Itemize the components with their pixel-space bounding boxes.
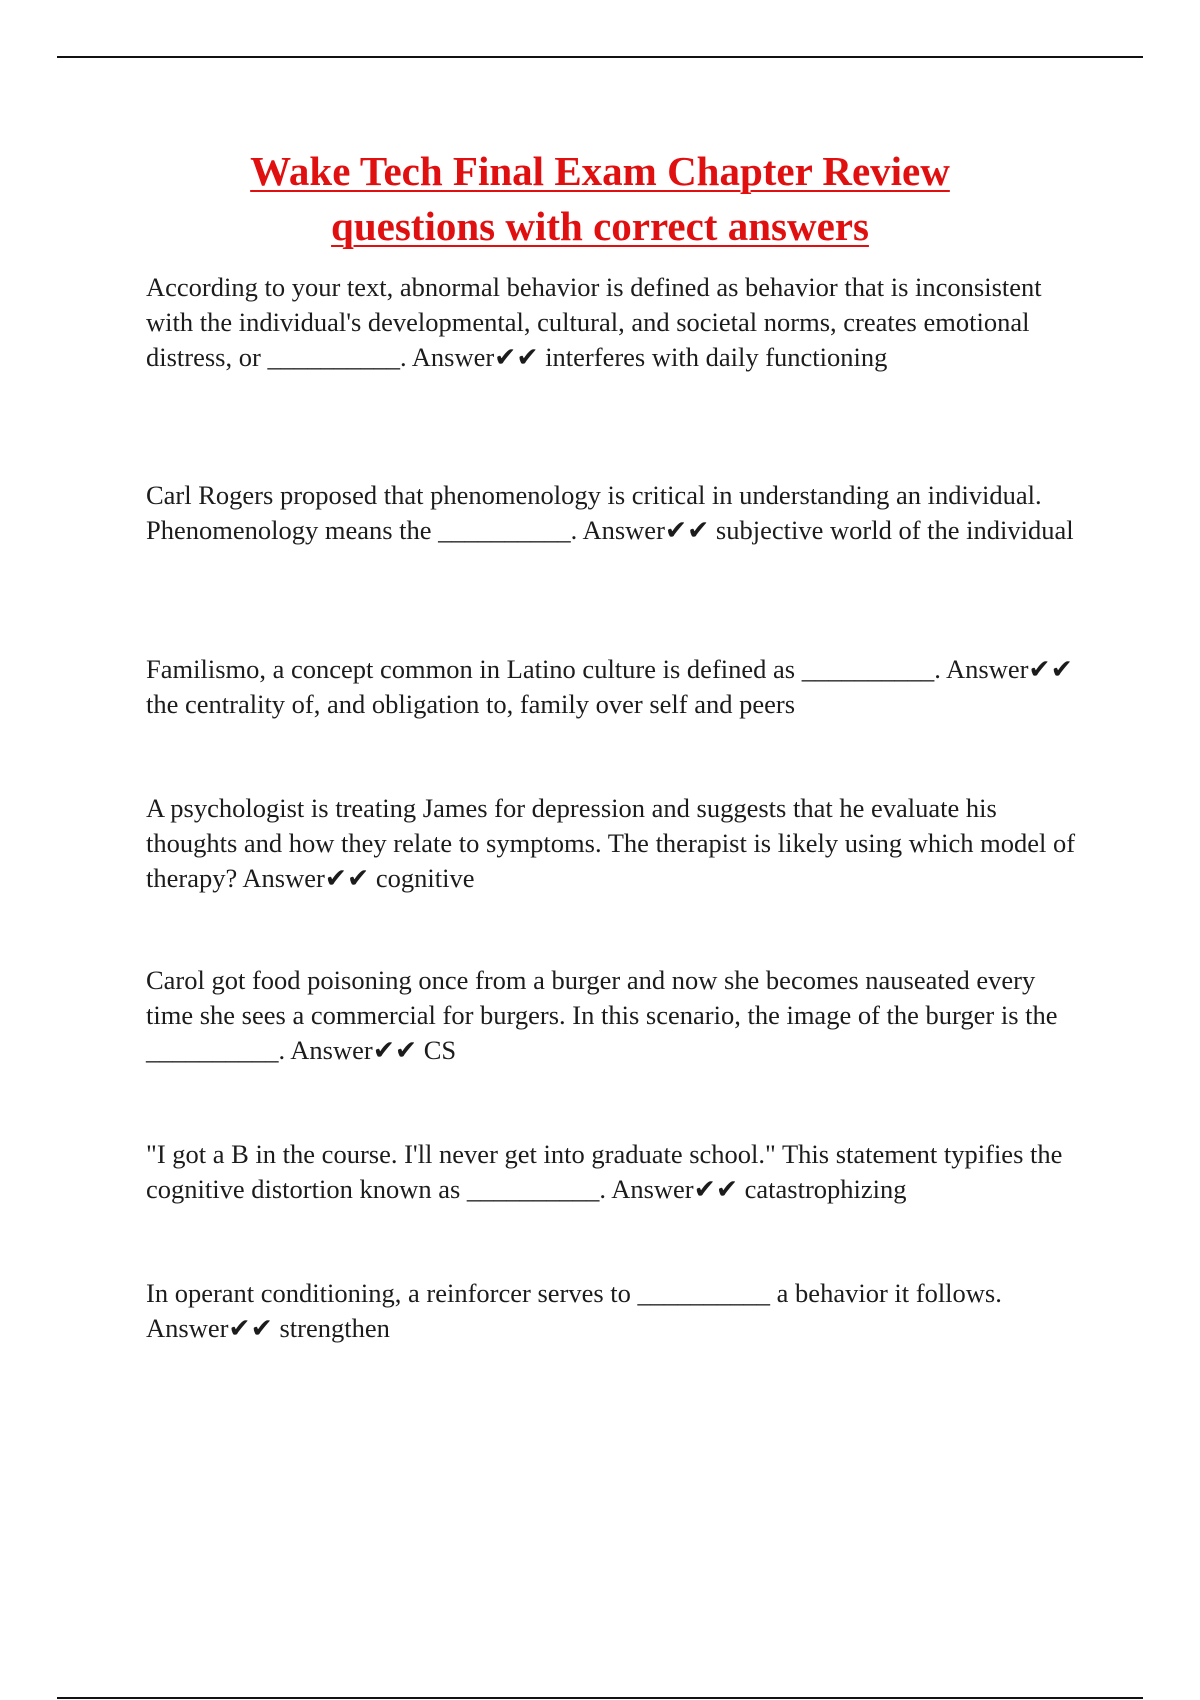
question-answer-3: Familismo, a concept common in Latino culture is defined as __________. Answer✔✔ the centrality of, and obligation to, family over self and peers <box>146 654 1073 719</box>
title-line-2: questions with correct answers <box>331 203 869 249</box>
question-answer-4: A psychologist is treating James for depression and suggests that he evaluate his thoughts and how they relate to symptoms. The therapist is likely using which model of therapy? Answer✔✔ cognitive <box>146 793 1076 893</box>
document-title <box>120 144 1080 254</box>
question-answer-2: Carl Rogers proposed that phenomenology is critical in understanding an individual. Phenomenology means the __________. Answer✔✔ subjective world of the individual <box>146 480 1074 545</box>
question-answer-7: In operant conditioning, a reinforcer serves to __________ a behavior it follows. Answer✔✔ strengthen <box>146 1278 1002 1343</box>
top-rule <box>57 56 1143 58</box>
question-answer-5: Carol got food poisoning once from a burger and now she becomes nauseated every time she sees a commercial for burgers. In this scenario, the image of the burger is the __________. Answer✔✔ CS <box>146 965 1058 1065</box>
question-answer-1: According to your text, abnormal behavior is defined as behavior that is inconsistent with the individual's developmental, cultural, and societal norms, creates emotional distress, or __________. Answer✔✔ interferes with daily functioning <box>146 272 1042 372</box>
question-answer-6: "I got a B in the course. I'll never get into graduate school." This statement typifies the cognitive distortion known as __________. Answer✔✔ catastrophizing <box>146 1139 1063 1204</box>
bottom-rule <box>57 1697 1143 1699</box>
title-line-1: Wake Tech Final Exam Chapter Review <box>250 148 950 194</box>
